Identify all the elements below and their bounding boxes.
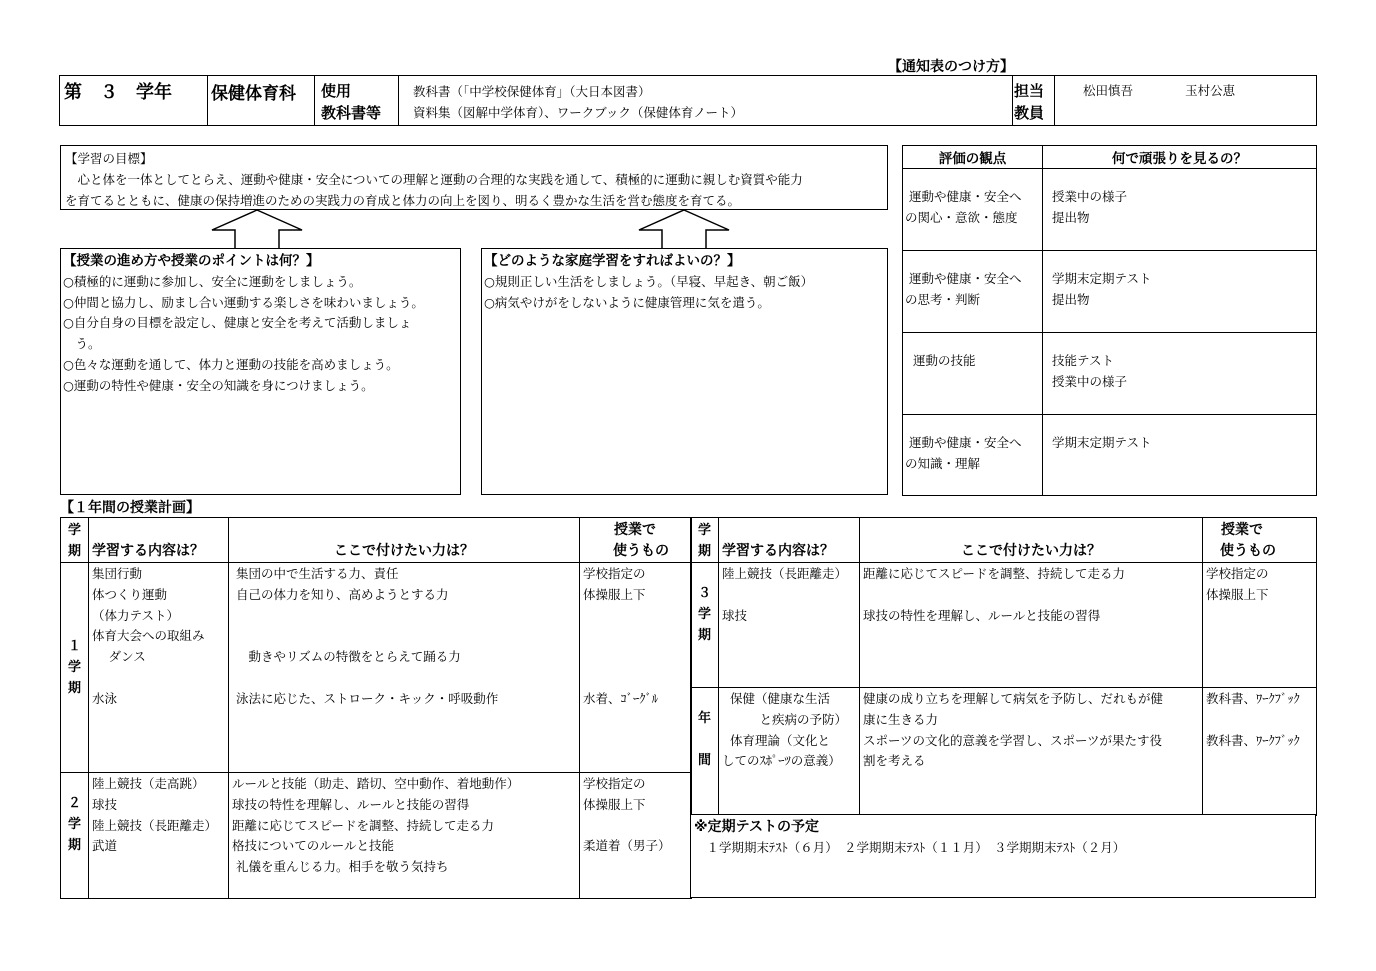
plan-line	[583, 626, 691, 647]
plan-head-skill	[860, 518, 1203, 563]
eval-how-cell	[1043, 251, 1317, 333]
plan-line	[583, 668, 691, 689]
term-3-label	[691, 563, 719, 688]
textbook-cell	[399, 76, 1013, 126]
goal-box	[60, 145, 888, 210]
goal-line-1: 心と体を一体としてとらえ、運動や健康・安全についての理解と運動の合理的な実践を通して、積極的に運動に親しむ資質や能力	[65, 171, 803, 187]
eval-how-line: 学期末定期テスト	[1052, 271, 1152, 286]
plan-head-use	[1203, 518, 1317, 563]
plan-line: 水泳	[92, 690, 118, 706]
plan-head-term-2: 期	[697, 544, 711, 559]
plan-line: 康に生きる力	[863, 711, 939, 727]
eval-view-cell	[903, 415, 1043, 496]
term-2-label-char: 学	[67, 817, 81, 832]
eval-how-cell	[1043, 169, 1317, 251]
plan-line	[583, 816, 691, 837]
eval-head-view	[903, 146, 1043, 169]
grade: 第 ３ 学年	[64, 82, 172, 103]
points-line: ○仲間と協力し、励まし合い運動する楽しさを味わいましょう。	[63, 294, 424, 310]
plan-line: 健康の成り立ちを理解して病気を予防し、だれもが健	[863, 691, 1164, 706]
grade-cell	[60, 76, 208, 126]
points-box	[60, 248, 461, 495]
evaluation-table	[902, 145, 1317, 496]
eval-view-line: 運動や健康・安全へ	[905, 189, 1022, 204]
eval-how-cell	[1043, 415, 1317, 496]
points-line: ○自分自身の目標を設定し、健康と安全を考えて活動しましょ	[63, 315, 412, 331]
term-2-label	[61, 773, 89, 899]
plan-head-content	[719, 518, 860, 563]
plan-head-content-label: 学習する内容は？	[92, 543, 204, 559]
test-schedule-box	[690, 814, 1316, 898]
term-3-label-char: ３	[697, 586, 711, 601]
plan-line	[863, 585, 1202, 606]
plan-head-term	[61, 518, 89, 563]
home-study-line: ○病気やけがをしないように健康管理に気を遣う。	[484, 294, 770, 310]
plan-line	[583, 606, 691, 627]
plan-line: 教科書、ﾜｰｸﾌﾞｯｸ	[1206, 732, 1300, 748]
plan-line: 陸上競技（走高跳）	[92, 776, 205, 791]
plan-line: 教科書、ﾜｰｸﾌﾞｯｸ	[1206, 691, 1300, 706]
term-2-label-char: 期	[67, 838, 81, 853]
plan-line: スポーツの文化的意義を学習し、スポーツが果たす役	[863, 732, 1163, 748]
eval-how-line: 提出物	[1052, 209, 1090, 225]
subject-cell	[208, 76, 315, 126]
plan-line	[232, 606, 579, 627]
eval-view-cell	[903, 251, 1043, 333]
plan-line: 武道	[92, 838, 118, 854]
points-line: ○積極的に運動に参加し、安全に運動をしましょう。	[63, 273, 362, 289]
year-label-char: 年	[697, 711, 711, 726]
plan-head-term-1: 学	[697, 523, 711, 538]
year-label-char: 間	[697, 753, 711, 768]
eval-how-cell	[1043, 333, 1317, 415]
term-1-label-char: 期	[67, 681, 81, 696]
term-1-label-char: 学	[67, 660, 81, 675]
plan-table-right	[690, 517, 1317, 816]
plan-head-term	[691, 518, 719, 563]
plan-line	[92, 668, 228, 689]
year-label	[691, 688, 719, 816]
plan-line: 体つくり運動	[92, 586, 168, 602]
plan-line: 距離に応じてスピードを調整、持続して走る力	[232, 817, 495, 833]
term-1-use	[580, 563, 692, 773]
test-schedule-line: １学期期末ﾃｽﾄ（６月） ２学期期末ﾃｽﾄ（１１月） ３学期期末ﾃｽﾄ（２月）	[694, 839, 1126, 855]
plan-line: 球技の特性を理解し、ルールと技能の習得	[863, 607, 1101, 623]
plan-line: 集団行動	[92, 566, 143, 581]
plan-line: 学校指定の	[583, 776, 646, 791]
goal-line-2: を育てるとともに、健康の保持増進のための実践力の育成と体力の向上を図り、明るく豊かな生活を営む態度を育てる。	[65, 192, 741, 208]
home-study-title: 【どのような家庭学習をすればよいの？】	[484, 253, 741, 269]
term-1-label-char: １	[67, 639, 81, 654]
points-title: 【授業の進め方や授業のポイントは何？】	[63, 253, 320, 269]
plan-line: 泳法に応じた、ストローク・キック・呼吸動作	[232, 690, 499, 706]
textbook-line-2: 資料集（図解中学体育）、ワークブック（保健体育ノート）	[413, 105, 744, 120]
plan-head-use-1: 授業で	[614, 522, 656, 538]
eval-view-cell	[903, 169, 1043, 251]
eval-how-line: 学期末定期テスト	[1052, 435, 1152, 450]
plan-head-use-2: 使うもの	[1220, 543, 1276, 559]
textbook-label-1: 使用	[321, 82, 352, 100]
teacher-1: 松田慎吾	[1083, 83, 1134, 98]
plan-line: 体操服上下	[583, 796, 646, 812]
plan-line: 体操服上下	[1206, 586, 1269, 602]
eval-view-cell	[903, 333, 1043, 415]
plan-head-use	[580, 518, 692, 563]
plan-head-skill-label: ここで付けたい力は？	[961, 543, 1101, 559]
eval-view-line: 運動や健康・安全へ	[905, 435, 1022, 450]
subject: 保健体育科	[211, 84, 296, 104]
eval-how-line: 技能テスト	[1052, 353, 1115, 368]
plan-head-term-1: 学	[67, 523, 81, 538]
plan-head-term-2: 期	[67, 544, 81, 559]
term-3-skill	[860, 563, 1203, 688]
plan-line: （体力テスト）	[92, 607, 180, 623]
term-2-content	[89, 773, 229, 899]
year-content	[719, 688, 860, 816]
term-1-skill	[229, 563, 580, 773]
eval-head-how	[1043, 146, 1317, 169]
teacher-cell	[1055, 76, 1317, 126]
plan-line	[1206, 710, 1316, 731]
plan-head-skill-label: ここで付けたい力は？	[334, 543, 474, 559]
plan-title: 【１年間の授業計画】	[60, 500, 200, 516]
term-3-use	[1203, 563, 1317, 688]
term-2-use	[580, 773, 692, 899]
eval-view-line: の思考・判断	[905, 291, 981, 307]
header-table	[59, 75, 1317, 126]
up-arrow-right-icon	[637, 208, 731, 250]
goal-title: 【学習の目標】	[65, 151, 153, 166]
plan-table-left	[60, 517, 692, 899]
teacher-label-1: 担当	[1014, 82, 1045, 100]
plan-head-use-2: 使うもの	[613, 543, 669, 559]
plan-line: 水着、ｺﾞｰｸﾞﾙ	[583, 690, 659, 706]
plan-head-skill	[229, 518, 580, 563]
plan-line: ルールと技能（助走、踏切、空中動作、着地動作）	[232, 776, 520, 791]
term-3-label-char: 期	[697, 628, 711, 643]
plan-line: 礼儀を重んじる力。相手を敬う気持ち	[232, 859, 449, 875]
test-schedule-title: ※定期テストの予定	[694, 819, 820, 835]
plan-line: 球技	[92, 796, 118, 812]
plan-line: してのｽﾎﾟｰﾂの意義）	[722, 753, 841, 769]
term-2-label-char: ２	[67, 796, 81, 811]
teacher-label-cell	[1013, 76, 1055, 126]
home-study-line: ○規則正しい生活をしましょう。（早寝、早起き、朝ご飯）	[484, 273, 814, 289]
plan-line: 体育理論（文化と	[722, 732, 830, 748]
term-3-content	[719, 563, 860, 688]
eval-view-line: の関心・意欲・態度	[905, 209, 1018, 225]
eval-how-line: 提出物	[1052, 291, 1090, 307]
plan-line: 陸上競技（長距離走）	[722, 566, 848, 581]
plan-line	[722, 585, 859, 606]
plan-line: 球技の特性を理解し、ルールと技能の習得	[232, 796, 470, 812]
plan-head-content-label: 学習する内容は？	[722, 543, 834, 559]
points-line: ○色々な運動を通して、体力と運動の技能を高めましょう。	[63, 356, 399, 372]
plan-line: 割を考える	[863, 753, 926, 769]
teacher-label-2: 教員	[1014, 104, 1045, 122]
plan-line: 柔道着（男子）	[583, 838, 671, 854]
plan-line: 保健（健康な生活	[722, 691, 830, 706]
home-study-box	[481, 248, 888, 495]
plan-line: 格技についてのルールと技能	[232, 838, 395, 854]
eval-head-how-label: 何で頑張りを見るの？	[1112, 151, 1247, 167]
points-line: う。	[63, 336, 101, 352]
textbook-label-cell	[315, 76, 399, 126]
year-use	[1203, 688, 1317, 816]
points-line: ○運動の特性や健康・安全の知識を身につけましょう。	[63, 377, 374, 393]
notice-title: 【通知表のつけ方】	[888, 59, 1014, 75]
plan-line: 学校指定の	[1206, 566, 1269, 581]
plan-line: 体育大会への取組み	[92, 628, 205, 644]
eval-how-line: 授業中の様子	[1052, 189, 1128, 204]
plan-head-use-1: 授業で	[1221, 522, 1263, 538]
eval-how-line: 授業中の様子	[1052, 373, 1128, 389]
teacher-2: 玉村公恵	[1185, 83, 1236, 98]
term-1-content	[89, 563, 229, 773]
textbook-label-2: 教科書等	[321, 104, 382, 122]
plan-line	[583, 647, 691, 668]
plan-line: 球技	[722, 607, 748, 623]
plan-line	[232, 668, 579, 689]
up-arrow-left-icon	[210, 208, 304, 250]
plan-line: 自己の体力を知り、高めようとする力	[232, 586, 449, 602]
eval-view-line: の知識・理解	[905, 455, 981, 471]
term-1-label	[61, 563, 89, 773]
plan-line	[232, 626, 579, 647]
plan-line: 距離に応じてスピードを調整、持続して走る力	[863, 566, 1126, 581]
year-skill	[860, 688, 1203, 816]
plan-line: 陸上競技（長距離走）	[92, 817, 218, 833]
plan-line: 体操服上下	[583, 586, 646, 602]
plan-line: 集団の中で生活する力、責任	[232, 566, 399, 581]
plan-line: と疾病の予防）	[722, 711, 848, 727]
eval-view-line: 運動や健康・安全へ	[905, 271, 1022, 286]
plan-line: ダンス	[92, 649, 146, 665]
plan-line: 学校指定の	[583, 566, 646, 581]
textbook-line-1: 教科書（「中学校保健体育」（大日本図書）	[413, 84, 651, 99]
plan-line: 動きやリズムの特徴をとらえて踊る力	[232, 649, 461, 665]
eval-head-view-label: 評価の観点	[938, 151, 1007, 167]
term-2-skill	[229, 773, 580, 899]
term-3-label-char: 学	[697, 607, 711, 622]
eval-view-line: 運動の技能	[905, 353, 976, 368]
plan-head-content	[89, 518, 229, 563]
